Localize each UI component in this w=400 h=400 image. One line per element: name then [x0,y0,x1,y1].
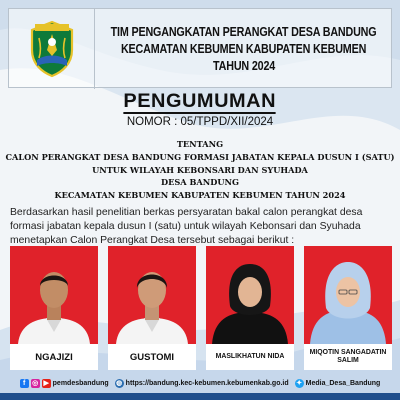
candidate-photo-1 [10,246,98,344]
candidate-cards [10,246,392,372]
kebumen-regency-emblem-icon [29,20,75,78]
candidate-name-3: MASLIKHATUN NIDA [206,344,294,370]
subject-line-1: TENTANG [176,139,224,149]
candidate-photo-2 [108,246,196,344]
candidate-card-3 [206,246,294,370]
candidate-photo-4 [304,246,392,344]
footer-social-handle[interactable]: pemdesbandung [52,379,109,387]
footer-website [115,379,289,388]
logo-container [9,9,95,89]
footer-social [20,379,109,388]
header-title-block [95,9,393,89]
announcement-number: NOMOR : 05/TPPD/XII/2024 [126,116,274,128]
instagram-icon: ◎ [32,379,39,387]
footer-website-link[interactable]: https://bandung.kec-kebumen.kebumenkab.go.id [125,379,289,387]
subject-line-4: DESA BANDUNG [161,177,239,188]
candidate-photo-3 [206,246,294,344]
announcement-subject [0,138,400,202]
subject-line-5: KECAMATAN KEBUMEN KABUPATEN KEBUMEN TAHUN 2024 [54,190,346,201]
header-title-line-1: TIM PENGANGKATAN PERANGKAT DESA BANDUNG [111,24,377,39]
candidate-name-1: NGAJIZI [10,344,98,370]
globe-icon: ◍ [116,379,123,387]
footer-contacts [0,374,400,392]
body-paragraph: Berdasarkan hasil penelitian berkas persyaratan bakal calon perangkat desa formasi jabatan kepala dusun I (satu) untuk wilayah Kebonsari dan Syuhada menetapkan Calon Perangkat Desa tersebut sebagai berikut : [10,207,363,246]
header [8,8,392,88]
facebook-icon: f [20,379,29,388]
announcement-title: PENGUMUMAN [123,91,277,112]
header-title-line-2: KECAMATAN KEBUMEN KABUPATEN KEBUMEN [121,41,367,56]
candidate-card-4 [304,246,392,370]
candidate-name-4: MIQOTIN SANGADATIN SALIM [304,344,392,370]
youtube-icon: ▶ [43,379,49,387]
bottom-accent-bar [0,393,400,400]
subject-line-3: UNTUK WILAYAH KEBONSARI DAN SYUHADA [92,164,308,175]
candidate-card-1 [10,246,98,370]
header-title-line-3: TAHUN 2024 [212,58,275,73]
candidate-card-2 [108,246,196,370]
footer-twitter-handle[interactable]: Media_Desa_Bandung [305,379,381,387]
footer-twitter [295,379,381,388]
announcement-heading [0,92,400,129]
candidate-name-2: GUSTOMI [108,344,196,370]
twitter-icon: ✦ [296,379,303,387]
subject-line-2: CALON PERANGKAT DESA BANDUNG FORMASI JABATAN KEPALA DUSUN I (SATU) [5,151,395,162]
